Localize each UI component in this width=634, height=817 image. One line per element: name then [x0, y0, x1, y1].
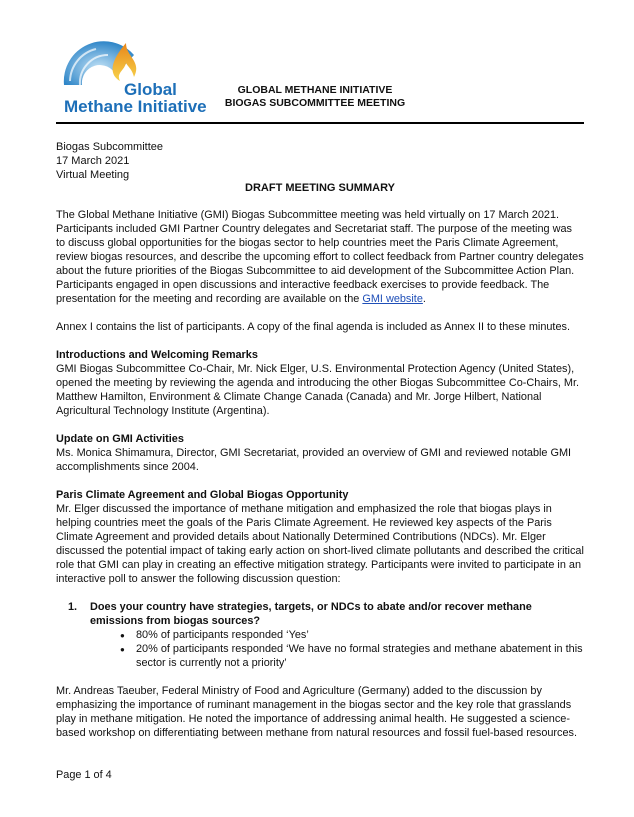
poll-answers: [56, 628, 584, 670]
discussion-question: [56, 600, 584, 628]
header-rule: [56, 122, 584, 124]
paris-paragraph: Mr. Elger discussed the importance of methane mitigation and emphasized the role that biogas plays in helping countries meet the goals of the Paris Climate Agreement. He reviewed key aspects of the Paris Climate Agreement and provided details about Nationally Determined Contributions (NDCs). Mr. Elger discussed the potential impact of taking early action on short-lived climate pollutants and described the critical role that GMI can play in creating an effective mitigation strategy. Participants were invited to participate in an interactive poll to answer the following discussion question:: [56, 503, 584, 585]
section-heading-introductions: Introductions and Welcoming Remarks: [56, 349, 258, 361]
introductions-paragraph: GMI Biogas Subcommittee Co-Chair, Mr. Nick Elger, U.S. Environmental Protection Agency (United States), opened the meeting by reviewing the agenda and introducing the other Biogas Subcommittee Co-Chairs, Mr. Matthew Hamilton, Environment & Climate Change Canada (Canada) and Mr. Jorge Hilbert, National Agricultural Technology Institute (Argentina).: [56, 363, 580, 417]
meta-date: 17 March 2021: [56, 155, 130, 167]
intro-after: .: [422, 293, 426, 305]
question-number: 1.: [68, 601, 78, 613]
poll-answer-yes: ● 80% of participants responded ‘Yes’: [120, 628, 584, 642]
logo-word-global: Global: [124, 80, 177, 99]
meta-location: Virtual Meeting: [56, 169, 130, 181]
header-title-line-2: BIOGAS SUBCOMMITTEE MEETING: [224, 97, 406, 109]
logo-word-methane-initiative: Methane Initiative: [64, 97, 207, 116]
poll-answer-no-strategy: ● 20% of participants responded ‘We have no formal strategies and methane abatement in this sector is currently not a priority’: [120, 642, 584, 670]
question-text: Does your country have strategies, targets, or NDCs to abate and/or recover methane emissions from biogas sources?: [90, 601, 532, 627]
gmi-logo: [56, 33, 206, 115]
section-heading-paris: Paris Climate Agreement and Global Biogas Opportunity: [56, 489, 349, 501]
document-body: [56, 208, 584, 754]
intro-text: The Global Methane Initiative (GMI) Biogas Subcommittee meeting was held virtually on 17 March 2021. Participants included GMI Partner Country delegates and Secretariat staff. The purpose of the meeting was to discuss global opportunities for the biogas sector to help countries meet the Paris Climate Agreement, review biogas resources, and describe the upcoming effort to collect feedback from Partner country delegates about the future priorities of the Biogas Subcommittee to aid development of the Subcommittee Action Plan. Participants engaged in open discussions and interactive feedback exercises to provide feedback. The presentation for the meeting and recording are available on the: [56, 209, 584, 305]
taeuber-paragraph: Mr. Andreas Taeuber, Federal Ministry of Food and Agriculture (Germany) added to the discussion by emphasizing the importance of ruminant management in the biogas sector and the key role that grasslands play in methane mitigation. He noted the importance of addressing animal health. He suggested a science-based workshop on differentiating between methane from natural resources and fossil fuel-based resources.: [56, 685, 578, 739]
intro-paragraph: [56, 208, 584, 306]
page-number: Page 1 of 4: [56, 769, 112, 781]
update-paragraph: Ms. Monica Shimamura, Director, GMI Secretariat, provided an overview of GMI and reviewed notable GMI accomplishments since 2004.: [56, 447, 572, 473]
document-title: DRAFT MEETING SUMMARY: [245, 182, 395, 194]
section-heading-update: Update on GMI Activities: [56, 433, 184, 445]
header-title-line-1: GLOBAL METHANE INITIATIVE: [237, 84, 393, 96]
header-title: [200, 84, 430, 110]
annex-paragraph: Annex I contains the list of participants. A copy of the final agenda is included as Annex II to these minutes.: [56, 321, 570, 333]
meta-subcommittee: Biogas Subcommittee: [56, 141, 163, 153]
meeting-meta: [56, 140, 163, 182]
gmi-website-link[interactable]: GMI website: [362, 293, 423, 305]
